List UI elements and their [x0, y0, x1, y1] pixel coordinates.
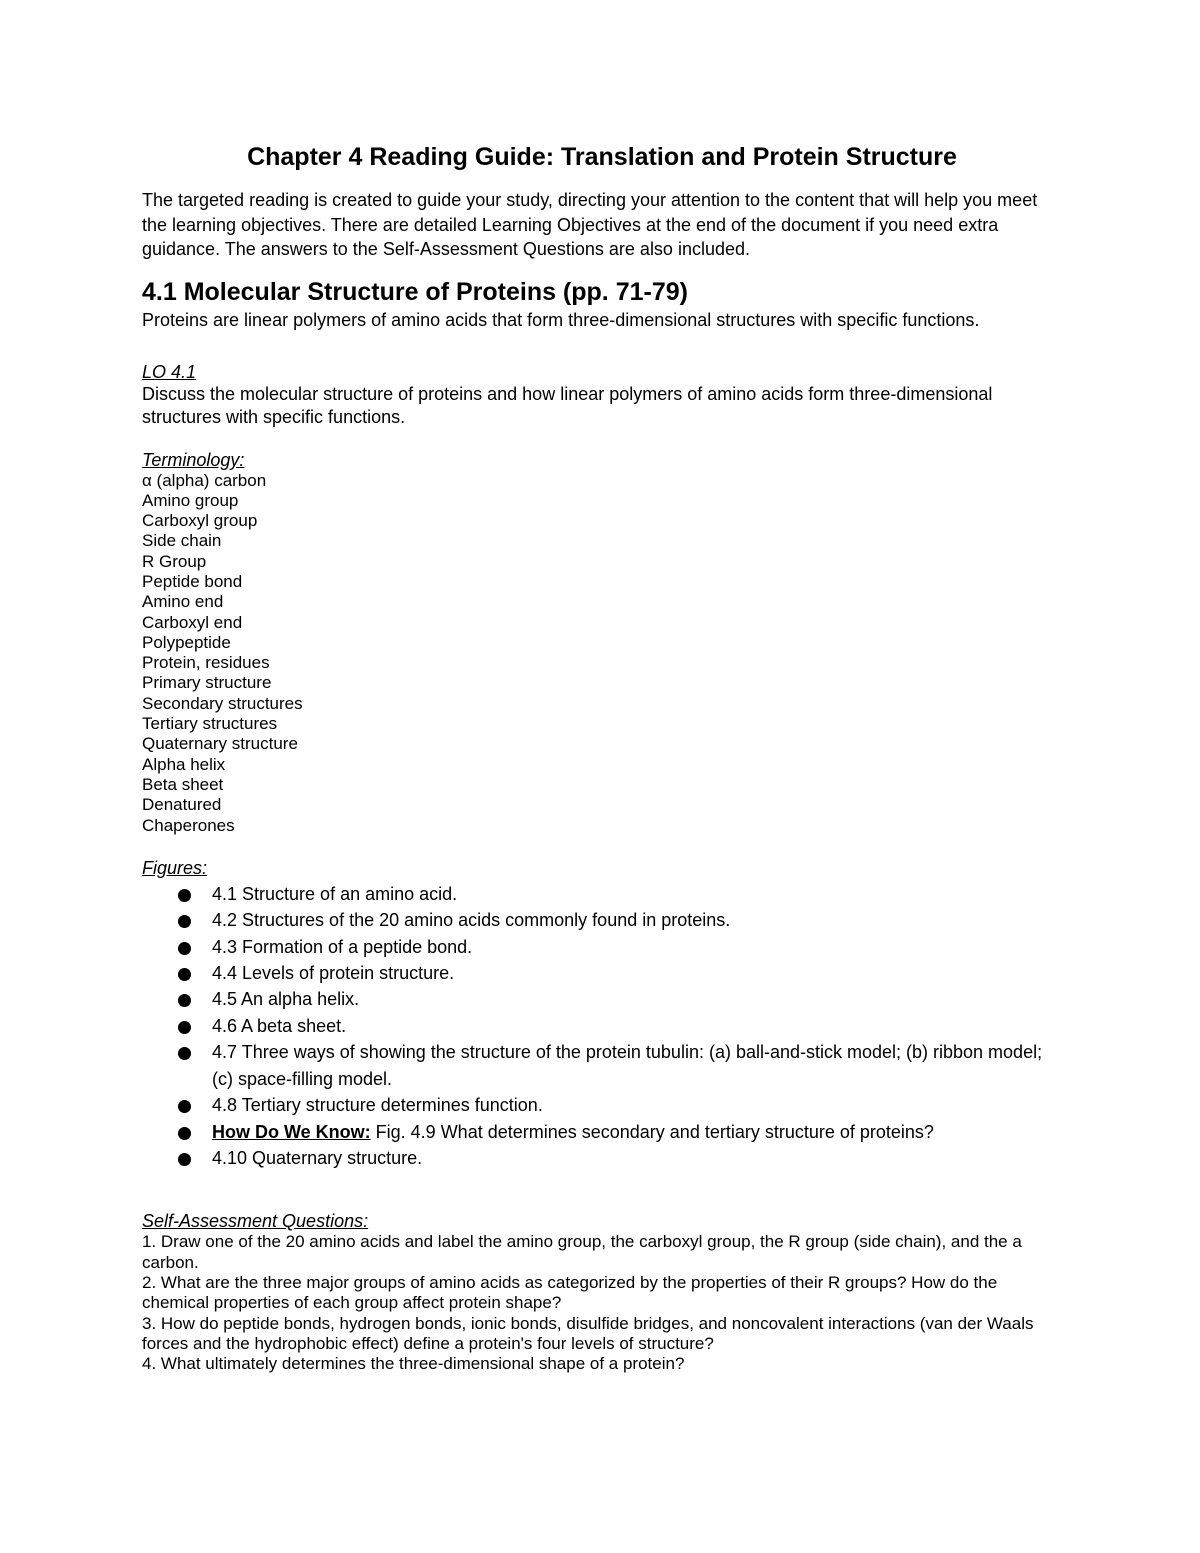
term-item: Primary structure — [142, 673, 272, 693]
bullet-icon — [178, 1100, 191, 1113]
figure-item — [142, 1039, 1062, 1092]
terminology-label: Terminology: — [142, 449, 245, 470]
term-item: Tertiary structures — [142, 714, 278, 734]
document-page — [142, 140, 1062, 1374]
terminology-list — [142, 471, 1062, 836]
figure-text: 4.4 Levels of protein structure. — [212, 963, 455, 984]
figures-label: Figures: — [142, 857, 208, 878]
bullet-icon — [178, 994, 191, 1007]
figure-text: 4.8 Tertiary structure determines function. — [212, 1095, 543, 1116]
figure-item — [142, 1092, 1062, 1118]
bullet-icon — [178, 968, 191, 981]
figure-text: 4.2 Structures of the 20 amino acids commonly found in proteins. — [212, 910, 731, 931]
figure-item — [142, 934, 1062, 960]
page-title: Chapter 4 Reading Guide: Translation and Protein Structure — [247, 143, 957, 171]
figure-item — [142, 986, 1062, 1012]
self-assessment-list — [142, 1232, 1062, 1374]
figure-item — [142, 960, 1062, 986]
term-item: Denatured — [142, 795, 222, 815]
lo-text: Discuss the molecular structure of proteins and how linear polymers of amino acids form three-dimensional structures with specific functions. — [142, 383, 993, 427]
term-item: Carboxyl group — [142, 511, 258, 531]
figure-text: 4.1 Structure of an amino acid. — [212, 883, 458, 904]
figure-item — [142, 1145, 1062, 1171]
figure-item — [142, 881, 1062, 907]
bullet-icon — [178, 1127, 191, 1140]
term-item: Peptide bond — [142, 571, 243, 591]
figure-item — [142, 907, 1062, 933]
term-item: Secondary structures — [142, 693, 303, 713]
intro-paragraph: The targeted reading is created to guide your study, directing your attention to the content that will help you meet the learning objectives. There are detailed Learning Objectives at the end of the document if you need extra guidance. The answers to the Self-Assessment Questions are also included. — [142, 190, 1038, 259]
figure-text: Fig. 4.9 What determines secondary and tertiary structure of proteins? — [370, 1121, 934, 1142]
term-item: Protein, residues — [142, 653, 270, 673]
term-item: Alpha helix — [142, 754, 226, 774]
term-item: α (alpha) carbon — [142, 470, 267, 490]
term-item: Amino group — [142, 490, 239, 510]
figures-list — [142, 881, 1062, 1171]
term-item: Beta sheet — [142, 774, 224, 794]
bullet-icon — [178, 915, 191, 928]
how-do-we-know-label: How Do We Know: — [212, 1121, 371, 1142]
term-item: R Group — [142, 551, 207, 571]
lo-label: LO 4.1 — [142, 361, 197, 382]
figure-text: 4.5 An alpha helix. — [212, 989, 360, 1010]
figure-item-hdwk — [142, 1119, 1062, 1145]
self-assessment-question: 2. What are the three major groups of amino acids as categorized by the properties of their R groups? How do the chemical properties of each group affect protein shape? — [142, 1272, 998, 1313]
self-assessment-label: Self-Assessment Questions: — [142, 1211, 369, 1232]
figure-text: 4.10 Quaternary structure. — [212, 1147, 423, 1168]
self-assessment-question: 4. What ultimately determines the three-dimensional shape of a protein? — [142, 1354, 685, 1374]
bullet-icon — [178, 942, 191, 955]
section-heading: 4.1 Molecular Structure of Proteins (pp. 71-79) — [142, 277, 688, 306]
bullet-icon — [178, 1047, 191, 1060]
term-item: Carboxyl end — [142, 612, 243, 632]
term-item: Quaternary structure — [142, 734, 298, 754]
bullet-icon — [178, 1153, 191, 1166]
term-item: Chaperones — [142, 815, 235, 835]
term-item: Amino end — [142, 592, 224, 612]
figure-text: 4.3 Formation of a peptide bond. — [212, 936, 473, 957]
self-assessment-question: 3. How do peptide bonds, hydrogen bonds, ionic bonds, disulfide bridges, and noncovalent interactions (van der Waals forces and the hydrophobic effect) define a protein's four levels of structure? — [142, 1313, 1034, 1353]
bullet-icon — [178, 889, 191, 902]
term-item: Polypeptide — [142, 632, 231, 652]
term-item: Side chain — [142, 531, 222, 551]
figure-item — [142, 1013, 1062, 1039]
figure-text: 4.6 A beta sheet. — [212, 1015, 347, 1036]
section-summary: Proteins are linear polymers of amino acids that form three-dimensional structures with specific functions. — [142, 309, 980, 330]
bullet-icon — [178, 1021, 191, 1034]
self-assessment-question: 1. Draw one of the 20 amino acids and label the amino group, the carboxyl group, the R group (side chain), and the a carbon. — [142, 1232, 1022, 1272]
figure-text: 4.7 Three ways of showing the structure of the protein tubulin: (a) ball-and-stick model; (b) ribbon model; (c) space-filling model. — [212, 1042, 1043, 1089]
